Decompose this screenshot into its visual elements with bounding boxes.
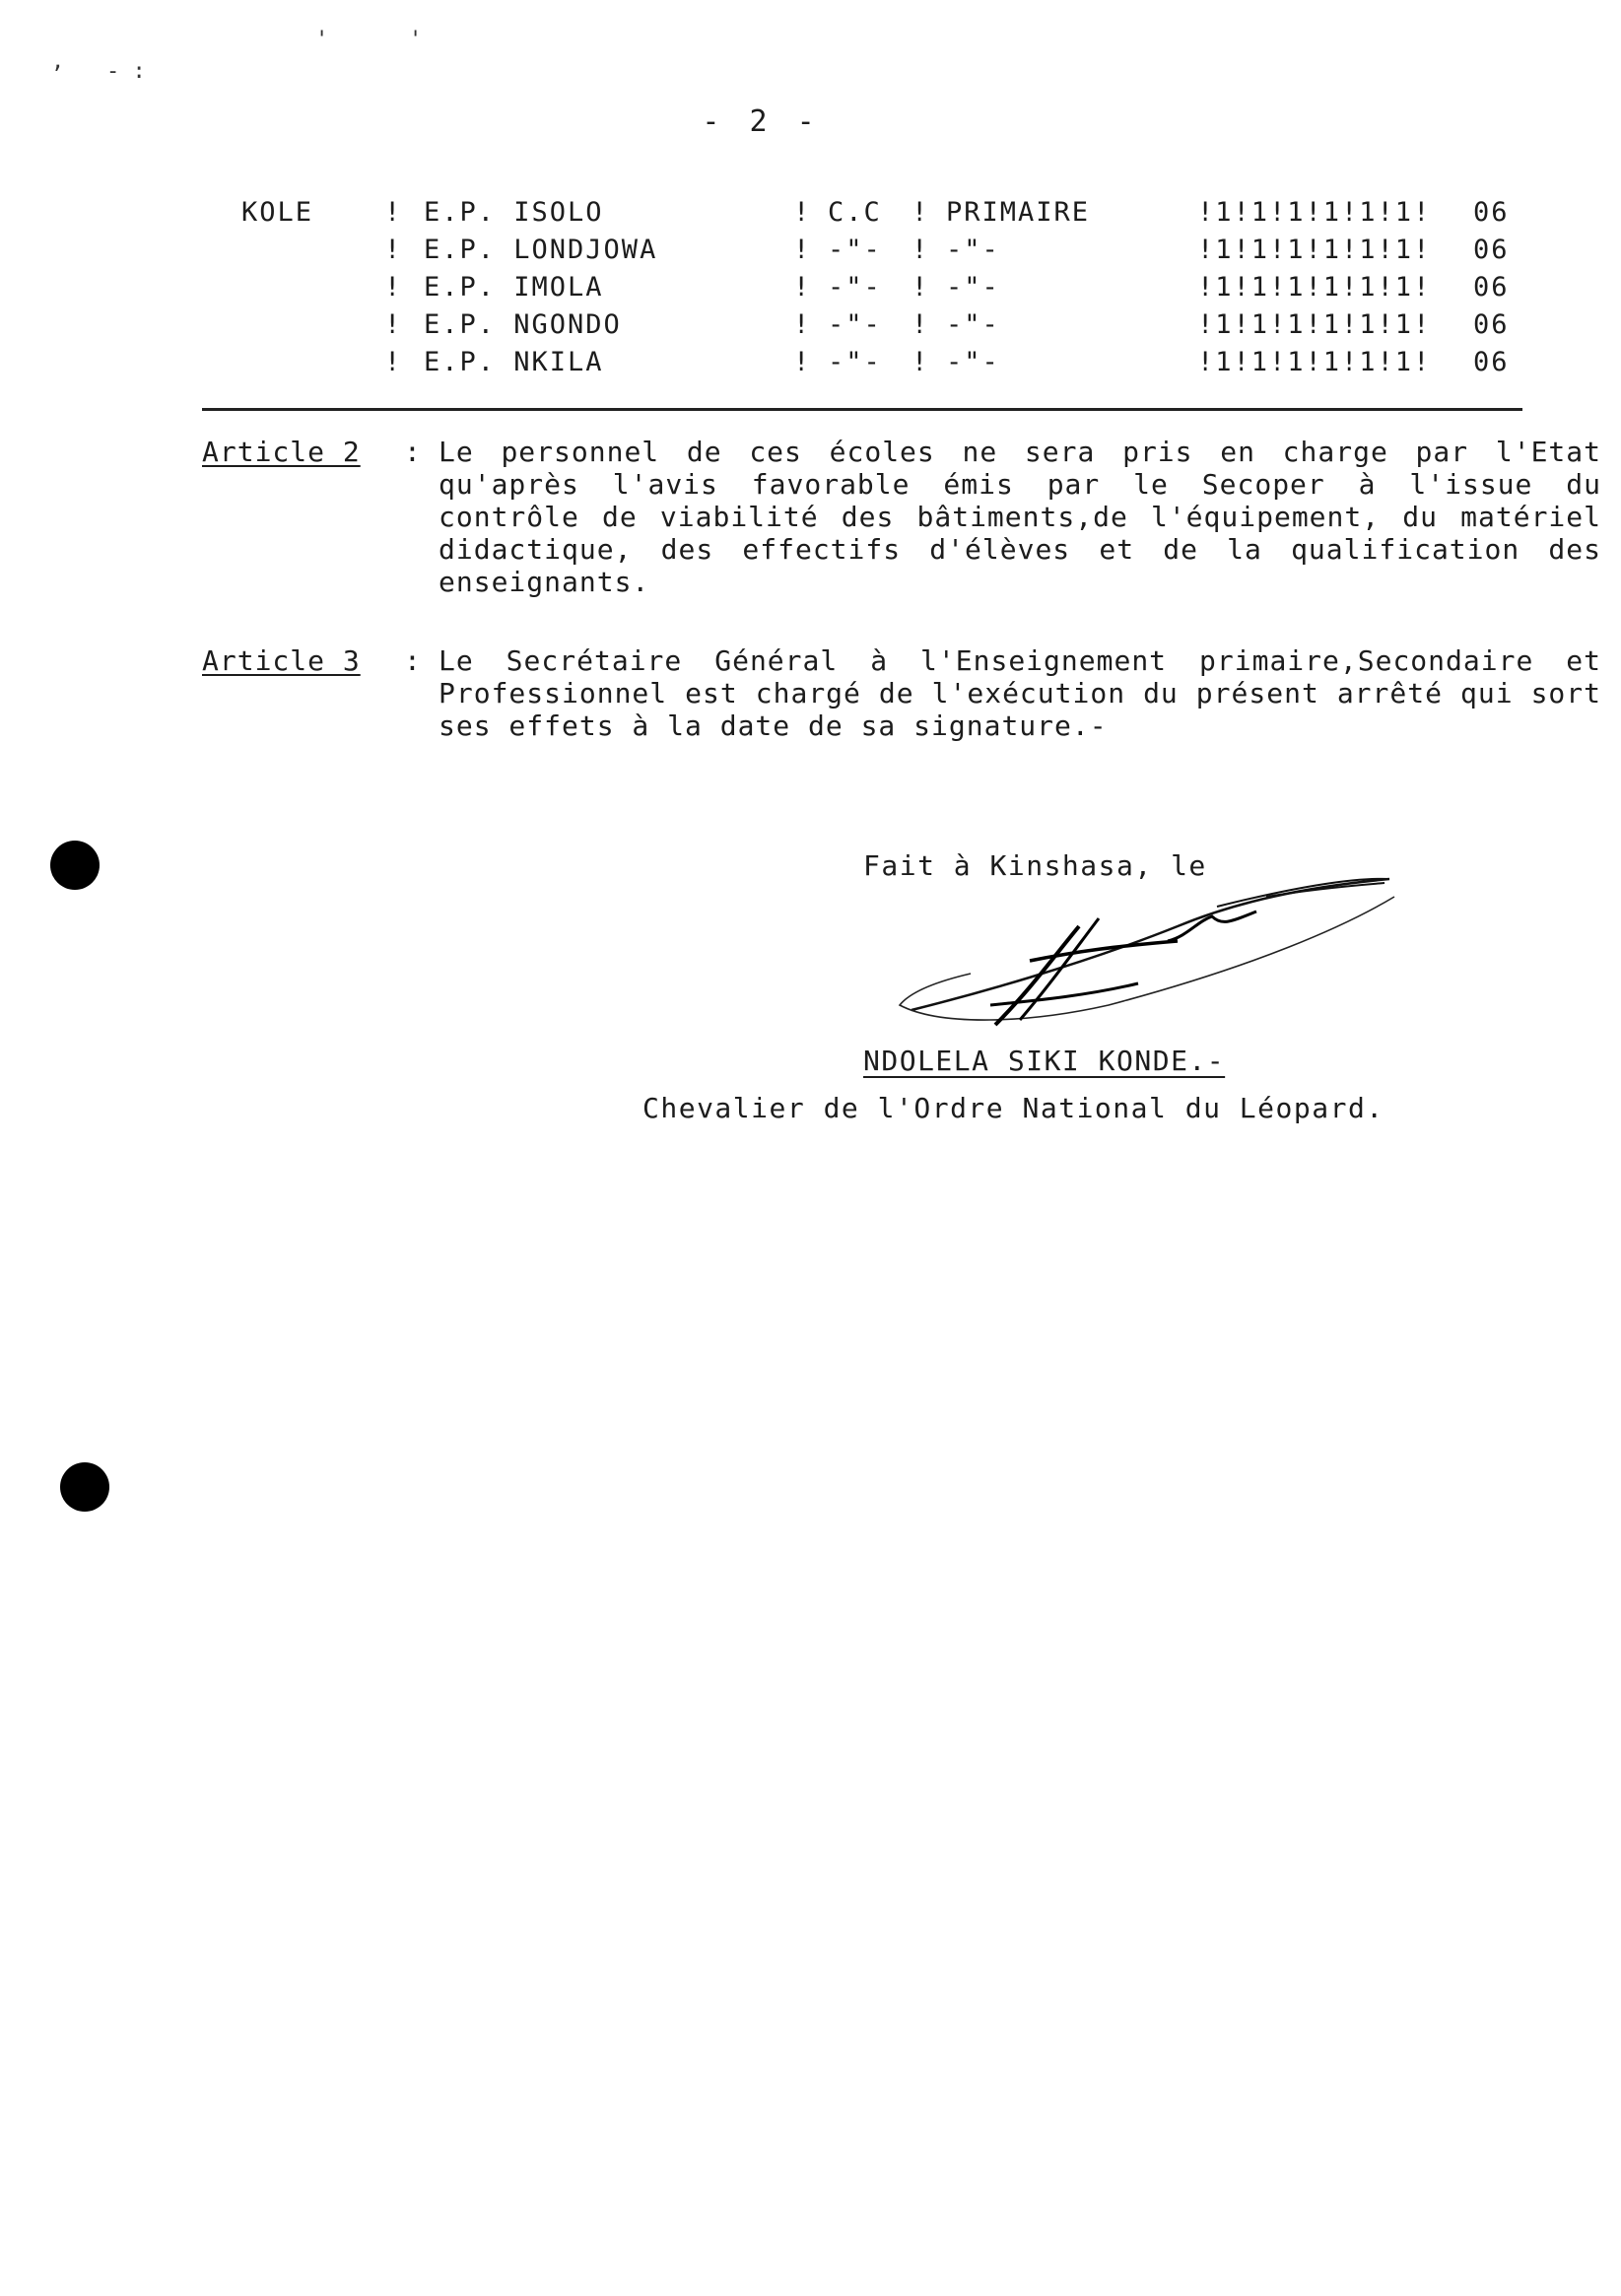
column-separator: ! bbox=[912, 272, 930, 303]
total-cell: 06 bbox=[1473, 272, 1510, 303]
regime-cell: C.C bbox=[828, 197, 882, 228]
classes-cell: !1!1!1!1!1!1! bbox=[1197, 309, 1432, 340]
school-name-cell: E.P. IMOLA bbox=[424, 272, 604, 303]
scan-speck: , bbox=[51, 49, 65, 74]
regime-cell: -"- bbox=[828, 347, 882, 377]
level-cell: -"- bbox=[946, 235, 1000, 265]
total-cell: 06 bbox=[1473, 347, 1510, 377]
total-cell: 06 bbox=[1473, 197, 1510, 228]
signatory-name: NDOLELA SIKI KONDE.- bbox=[863, 1045, 1226, 1077]
table-row bbox=[236, 272, 1537, 309]
total-cell: 06 bbox=[1473, 235, 1510, 265]
column-separator: ! bbox=[384, 309, 403, 340]
punch-hole bbox=[50, 841, 100, 890]
column-separator: ! bbox=[912, 197, 930, 228]
article-colon: : bbox=[404, 436, 422, 468]
handwritten-signature bbox=[882, 857, 1414, 1030]
table-row bbox=[236, 347, 1537, 384]
column-separator: ! bbox=[384, 347, 403, 377]
column-separator: ! bbox=[384, 197, 403, 228]
column-separator: ! bbox=[793, 347, 812, 377]
scan-speck: ' bbox=[409, 28, 423, 52]
level-cell: PRIMAIRE bbox=[946, 197, 1091, 228]
page-number: - 2 - bbox=[702, 104, 821, 139]
table-bottom-rule bbox=[202, 408, 1522, 411]
column-separator: ! bbox=[793, 309, 812, 340]
article-label: Article 2 bbox=[202, 436, 361, 468]
classes-cell: !1!1!1!1!1!1! bbox=[1197, 235, 1432, 265]
regime-cell: -"- bbox=[828, 309, 882, 340]
column-separator: ! bbox=[912, 235, 930, 265]
article-text: Le personnel de ces écoles ne sera pris en charge par l'Etat qu'après l'avis favorable émis par le Secoper à l'issue du contrôle de viabilité des bâtiments,de l'équipement, du matériel didactique, des effectifs d'élèves et de la qualification des enseignants. bbox=[439, 436, 1601, 598]
column-separator: ! bbox=[384, 235, 403, 265]
table-row bbox=[236, 197, 1537, 235]
school-name-cell: E.P. ISOLO bbox=[424, 197, 604, 228]
level-cell: -"- bbox=[946, 309, 1000, 340]
article-3 bbox=[202, 644, 1601, 753]
schools-table bbox=[236, 197, 1537, 384]
punch-hole bbox=[60, 1462, 109, 1512]
article-text: Le Secrétaire Général à l'Enseignement primaire,Secondaire et Professionnel est chargé de l'exécution du présent arrêté qui sort ses effets à la date de sa signature.- bbox=[439, 644, 1601, 742]
classes-cell: !1!1!1!1!1!1! bbox=[1197, 272, 1432, 303]
classes-cell: !1!1!1!1!1!1! bbox=[1197, 347, 1432, 377]
total-cell: 06 bbox=[1473, 309, 1510, 340]
school-name-cell: E.P. LONDJOWA bbox=[424, 235, 658, 265]
column-separator: ! bbox=[912, 309, 930, 340]
table-row bbox=[236, 235, 1537, 272]
column-separator: ! bbox=[384, 272, 403, 303]
scan-speck: ' bbox=[315, 28, 329, 52]
table-row bbox=[236, 309, 1537, 347]
level-cell: -"- bbox=[946, 272, 1000, 303]
column-separator: ! bbox=[793, 272, 812, 303]
signatory-title: Chevalier de l'Ordre National du Léopard. bbox=[642, 1092, 1385, 1124]
column-separator: ! bbox=[912, 347, 930, 377]
school-name-cell: E.P. NGONDO bbox=[424, 309, 622, 340]
article-colon: : bbox=[404, 644, 422, 677]
regime-cell: -"- bbox=[828, 235, 882, 265]
school-name-cell: E.P. NKILA bbox=[424, 347, 604, 377]
regime-cell: -"- bbox=[828, 272, 882, 303]
article-label: Article 3 bbox=[202, 644, 361, 677]
column-separator: ! bbox=[793, 197, 812, 228]
place-date-line: Fait à Kinshasa, le bbox=[863, 849, 1207, 882]
column-separator: ! bbox=[793, 235, 812, 265]
classes-cell: !1!1!1!1!1!1! bbox=[1197, 197, 1432, 228]
territory-cell: KOLE bbox=[241, 197, 314, 228]
level-cell: -"- bbox=[946, 347, 1000, 377]
article-2 bbox=[202, 436, 1601, 603]
scan-speck: - : bbox=[106, 59, 146, 84]
